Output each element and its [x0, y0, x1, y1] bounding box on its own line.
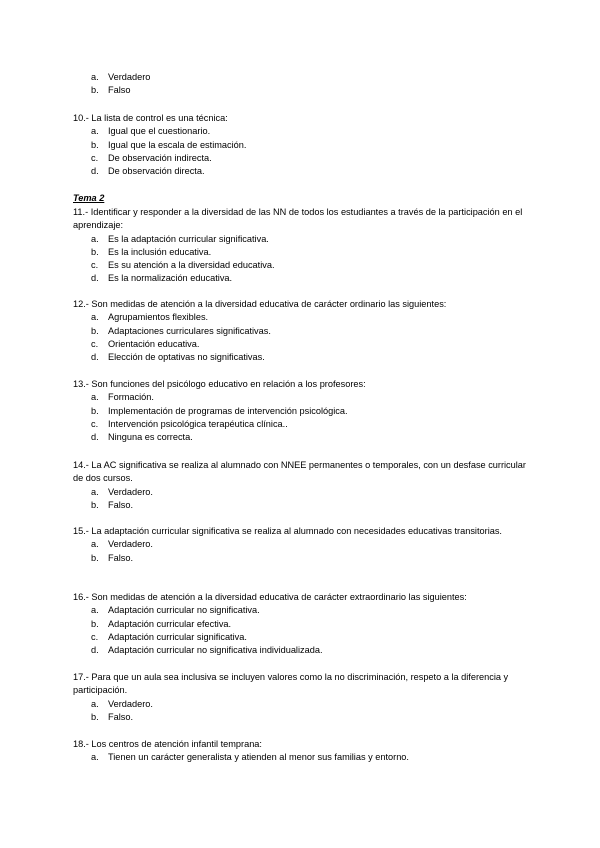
option-text: Verdadero. [108, 539, 153, 550]
option-d [73, 351, 533, 364]
option-text: De observación indirecta. [108, 152, 212, 163]
option-text: Adaptaciones curriculares significativas. [108, 325, 271, 336]
option-text: Implementación de programas de intervención psicológica. [108, 405, 348, 416]
question-13 [73, 378, 533, 444]
option-text: Elección de optativas no significativas. [108, 352, 265, 363]
option-a [73, 311, 533, 324]
option-text: Verdadero. [108, 486, 153, 497]
question-stem: 15.- La adaptación curricular significativa se realiza al alumnado con necesidades educativas transitorias. [73, 526, 502, 536]
question-stem: 12.- Son medidas de atención a la diversidad educativa de carácter ordinario las siguientes: [73, 299, 447, 309]
option-text: Igual que el cuestionario. [108, 126, 211, 137]
question-stem: 14.- La AC significativa se realiza al alumnado con NNEE permanentes o temporales, con un desfase curricular de dos cursos. [73, 460, 526, 484]
option-letter: b. [91, 139, 99, 150]
option-text: Es la adaptación curricular significativa. [108, 233, 269, 244]
option-text: Adaptación curricular significativa. [108, 631, 247, 642]
option-b [73, 552, 533, 565]
option-letter: d. [91, 645, 99, 656]
option-text: Adaptación curricular efectiva. [108, 618, 232, 629]
option-text: Es la inclusión educativa. [108, 246, 212, 257]
option-text: Falso. [108, 711, 134, 722]
option-c [73, 259, 533, 272]
option-a [73, 698, 533, 711]
option-text: Ninguna es correcta. [108, 432, 193, 443]
option-letter: c. [91, 152, 99, 163]
question-stem: 17.- Para que un aula sea inclusiva se incluyen valores como la no discriminación, respeto a la diferencia y participación. [73, 672, 509, 696]
option-text: Es la normalización educativa. [108, 273, 233, 284]
option-text: Adaptación curricular no significativa individualizada. [108, 645, 323, 656]
option-d [73, 431, 533, 444]
option-text: De observación directa. [108, 166, 205, 177]
option-b [73, 499, 533, 512]
option-letter: a. [91, 392, 99, 403]
option-text: Falso. [108, 499, 134, 510]
option-letter: a. [91, 312, 99, 323]
option-c [73, 418, 533, 431]
question-stem: 11.- Identificar y responder a la diversidad de las NN de todos los estudiantes a través de la participación en el aprendizaje: [73, 207, 523, 231]
option-text: Orientación educativa. [108, 338, 200, 349]
question-15 [73, 525, 533, 565]
option-d [73, 272, 533, 285]
option-a [73, 71, 533, 84]
option-text: Igual que la escala de estimación. [108, 139, 247, 150]
option-letter: b. [91, 325, 99, 336]
option-letter: a. [91, 126, 99, 137]
option-letter: d. [91, 352, 99, 363]
option-letter: d. [91, 273, 99, 284]
option-letter: d. [91, 166, 99, 177]
question-stem: 13.- Son funciones del psicólogo educativo en relación a los profesores: [73, 379, 366, 389]
option-c [73, 152, 533, 165]
option-letter: d. [91, 432, 99, 443]
option-letter: a. [91, 486, 99, 497]
question-stem: 18.- Los centros de atención infantil temprana: [73, 739, 262, 749]
option-text: Verdadero. [108, 698, 153, 709]
option-text: Adaptación curricular no significativa. [108, 605, 260, 616]
option-b [73, 139, 533, 152]
option-text: Agrupamientos flexibles. [108, 312, 209, 323]
option-b [73, 618, 533, 631]
question-prev [73, 71, 533, 98]
option-c [73, 338, 533, 351]
topic-heading: Tema 2 [73, 193, 105, 203]
option-letter: c. [91, 418, 99, 429]
option-text: Es su atención a la diversidad educativa. [108, 260, 275, 271]
option-a [73, 391, 533, 404]
option-b [73, 405, 533, 418]
question-11 [73, 206, 533, 286]
option-c [73, 631, 533, 644]
option-a [73, 751, 533, 764]
option-text: Falso [108, 85, 131, 96]
question-18 [73, 738, 533, 765]
question-17 [73, 671, 533, 724]
option-letter: a. [91, 698, 99, 709]
option-letter: a. [91, 752, 99, 763]
option-text: Formación. [108, 392, 154, 403]
question-14 [73, 459, 533, 512]
option-b [73, 325, 533, 338]
option-letter: b. [91, 246, 99, 257]
option-d [73, 165, 533, 178]
option-a [73, 604, 533, 617]
question-12 [73, 298, 533, 364]
option-letter: c. [91, 631, 99, 642]
option-letter: c. [91, 260, 99, 271]
option-letter: b. [91, 711, 99, 722]
option-letter: b. [91, 552, 99, 563]
option-letter: a. [91, 539, 99, 550]
option-text: Tienen un carácter generalista y atienden al menor sus familias y entorno. [108, 752, 409, 763]
option-text: Intervención psicológica terapéutica clínica.. [108, 418, 288, 429]
question-stem: 16.- Son medidas de atención a la diversidad educativa de carácter extraordinario las siguientes: [73, 592, 467, 602]
option-b [73, 84, 533, 97]
option-letter: b. [91, 85, 99, 96]
option-text: Falso. [108, 552, 134, 563]
option-d [73, 644, 533, 657]
option-a [73, 486, 533, 499]
question-10 [73, 112, 533, 178]
option-a [73, 233, 533, 246]
question-16 [73, 591, 533, 657]
option-letter: b. [91, 618, 99, 629]
question-stem: 10.- La lista de control es una técnica: [73, 113, 228, 123]
option-letter: b. [91, 405, 99, 416]
option-letter: c. [91, 338, 99, 349]
option-letter: a. [91, 233, 99, 244]
option-b [73, 246, 533, 259]
option-a [73, 538, 533, 551]
option-letter: a. [91, 605, 99, 616]
option-text: Verdadero [108, 72, 151, 82]
option-letter: b. [91, 499, 99, 510]
option-b [73, 711, 533, 724]
option-letter: a. [91, 72, 99, 82]
option-a [73, 125, 533, 138]
